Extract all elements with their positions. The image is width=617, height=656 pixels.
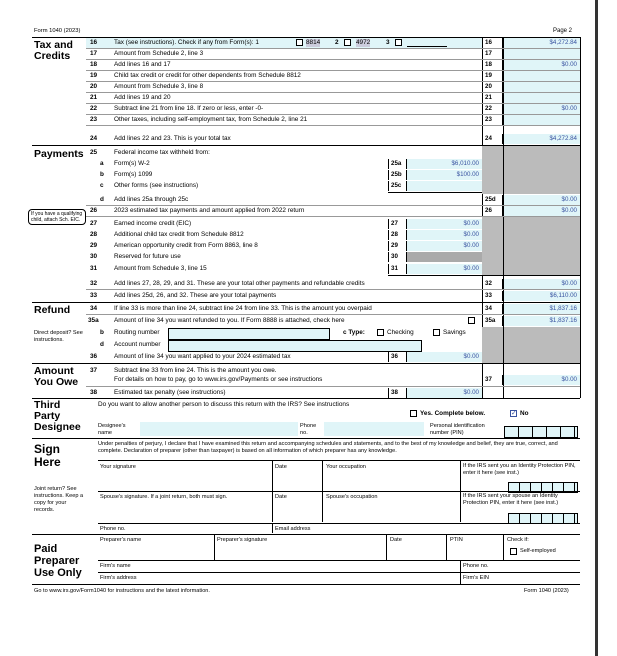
spouse-occupation-label: Spouse's occupation (326, 494, 378, 500)
line-25c-amount[interactable] (407, 181, 482, 191)
row-rule (388, 275, 580, 276)
line-num: 23 (90, 116, 98, 123)
line-num: 29 (90, 242, 98, 249)
row-rule (98, 491, 580, 492)
direct-deposit-note: Direct deposit? See instructions. (34, 330, 83, 343)
your-signature-label: Your signature (100, 464, 136, 470)
line-text: Add lines 16 and 17 (114, 61, 171, 68)
preparer-date-label: Date (390, 537, 402, 543)
form-3-checkbox[interactable] (395, 39, 402, 46)
line-text: Earned income credit (EIC) (114, 220, 192, 227)
payments-shaded-column-amt-2 (504, 217, 580, 276)
line-22-amount[interactable]: $0.00 (504, 104, 580, 114)
row-rule (98, 460, 580, 461)
line-ref: 22 (482, 104, 503, 114)
col-rule (214, 534, 215, 560)
line-30-amount (407, 252, 482, 262)
payments-shaded-column-2 (482, 217, 503, 276)
eic-note: If you have a qualifying child, attach Sch. EIC. (28, 209, 86, 225)
designee-name-input[interactable] (140, 422, 298, 436)
line-num: c (100, 182, 104, 189)
section-payments: Payments (34, 148, 84, 160)
line-num: b (100, 329, 104, 336)
line-text: Amount of line 34 you want refunded to you. If Form 8888 is attached, check here (114, 317, 345, 324)
line-num: d (100, 196, 104, 203)
form-8888-checkbox[interactable] (468, 317, 475, 324)
designee-pin-input[interactable] (504, 426, 578, 438)
firm-name-label: Firm's name (100, 563, 131, 569)
line-num: 25 (90, 149, 98, 156)
designee-no-checkbox[interactable]: ✓ (511, 410, 517, 417)
joint-return-note: Joint return? See instructions. Keep a copy for your records. (34, 486, 84, 513)
line-num: 36 (90, 353, 98, 360)
line-21-amount[interactable] (504, 93, 580, 103)
form-2-num: 2 (335, 39, 339, 46)
row-rule (86, 386, 580, 387)
line-ref: 25d (482, 195, 503, 205)
line-num: d (100, 341, 104, 348)
line-38-amount[interactable]: $0.00 (407, 388, 482, 398)
line-ref: 23 (482, 115, 503, 125)
line-num: 16 (90, 39, 98, 46)
line-num: 28 (90, 231, 98, 238)
your-signature-input[interactable] (98, 472, 272, 486)
routing-label: Routing number (114, 329, 160, 336)
col-line-c (580, 37, 581, 398)
form-8814-label: 8814 (306, 39, 321, 46)
row-rule (98, 560, 580, 561)
line-27-amount[interactable]: $0.00 (407, 219, 482, 229)
line-text: Subtract line 21 from line 18. If zero or less, enter -0- (114, 105, 264, 112)
firm-ein-label: Firm's EIN (463, 575, 489, 581)
form-8814-checkbox[interactable] (296, 39, 303, 46)
spouse-signature-label: Spouse's signature. If a joint return, both must sign. (100, 494, 228, 500)
line-num: 30 (90, 253, 98, 260)
line-text: Tax (see instructions). Check if any from Form(s): 1 (114, 39, 259, 46)
payments-shaded-column-amt (504, 146, 580, 194)
line-text: Other taxes, including self-employment tax, from Schedule 2, line 21 (114, 116, 308, 123)
page-label: Page 2 (553, 28, 573, 34)
line-ref: 32 (482, 279, 503, 289)
line-ref: 24 (482, 134, 503, 144)
line-28-amount[interactable]: $0.00 (407, 230, 482, 240)
col-rule (386, 534, 387, 560)
check-if-label: Check if: (507, 537, 529, 543)
line-ref: 21 (482, 93, 503, 103)
date-label: Date (275, 464, 287, 470)
line-34-amount[interactable]: $1,837.16 (504, 304, 580, 314)
line-num: 37 (90, 367, 98, 374)
firm-address-label: Firm's address (100, 575, 137, 581)
routing-number-input[interactable] (168, 328, 330, 340)
line-num: 33 (90, 292, 98, 299)
row-rule (388, 192, 482, 193)
line-25d-amount[interactable]: $0.00 (504, 195, 580, 205)
line-num: a (100, 160, 104, 167)
line-ref: 27 (388, 219, 407, 229)
line-text: Amount of line 34 you want applied to your 2024 estimated tax (114, 353, 291, 360)
line-text: American opportunity credit from Form 8863, line 8 (114, 242, 258, 249)
line-num: 38 (90, 389, 98, 396)
line-text: Other forms (see instructions) (114, 182, 199, 189)
designee-name-label: Designee's name (98, 423, 126, 436)
row-rule (86, 125, 580, 126)
section-tax-credits: Tax and Credits (34, 39, 73, 62)
line-num: 18 (90, 61, 98, 68)
form-3-num: 3 (386, 39, 390, 46)
line-num: 35a (88, 317, 99, 324)
line-text: Form(s) 1099 (114, 171, 153, 178)
line-16-amount[interactable]: $4,272.84 (504, 38, 580, 48)
spouse-date-label: Date (275, 494, 287, 500)
form-3-field[interactable] (407, 46, 447, 47)
footer-form-label: Form 1040 (2023) (524, 588, 569, 594)
line-ref: 25a (388, 159, 407, 169)
line-num: 17 (90, 50, 98, 57)
ptin-label: PTIN (450, 537, 463, 543)
savings-checkbox[interactable] (433, 329, 440, 336)
col-rule (272, 523, 273, 533)
line-25b-amount[interactable]: $100.00 (407, 170, 482, 180)
account-type-label: c Type: (343, 329, 365, 336)
section-sign-here: Sign Here (34, 442, 61, 469)
line-text: Subtract line 33 from line 24. This is the amount you owe. (114, 367, 277, 374)
form-4972-label: 4972 (356, 39, 371, 46)
line-text: Reserved for future use (114, 253, 181, 260)
line-ref: 19 (482, 71, 503, 81)
section-rule (32, 584, 580, 585)
spouse-pin-note: If the IRS sent your spouse an Identity Protection PIN, enter it here (see inst.) (463, 493, 559, 506)
line-ref: 16 (482, 38, 503, 48)
occupation-label: Your occupation (326, 464, 366, 470)
line-text: Additional child tax credit from Schedule 8812 (114, 231, 244, 238)
line-ref: 33 (482, 291, 503, 301)
line-33-amount[interactable]: $6,110.00 (504, 291, 580, 301)
designee-pin-label: Personal identification number (PIN) (430, 423, 485, 436)
line-text: Federal income tax withheld from: (114, 149, 210, 156)
line-17-amount[interactable] (504, 49, 580, 59)
line-29-amount[interactable]: $0.00 (407, 241, 482, 251)
line-31-amount[interactable]: $0.00 (407, 264, 482, 274)
self-employed-label: Self-employed (520, 548, 556, 554)
line-ref: 31 (388, 264, 407, 274)
line-text: Add lines 27, 28, 29, and 31. These are your total other payments and refundable credits (114, 280, 365, 287)
line-num: 19 (90, 72, 98, 79)
payments-shaded-column (482, 146, 503, 194)
line-32-amount[interactable]: $0.00 (504, 279, 580, 289)
section-preparer: Paid Preparer Use Only (34, 543, 82, 579)
designee-phone-input[interactable] (324, 422, 424, 436)
line-ref: 18 (482, 60, 503, 70)
line-num: 21 (90, 94, 98, 101)
line-25a-amount[interactable]: $6,010.00 (407, 159, 482, 169)
section-rule (32, 363, 580, 364)
self-employed-checkbox[interactable] (510, 548, 517, 555)
line-text: If line 33 is more than line 24, subtract line 24 from line 33. This is the amount you overpaid (114, 305, 372, 312)
refund-shaded-column (482, 327, 503, 363)
line-text: Amount from Schedule 2, line 3 (114, 50, 204, 57)
checking-label: Checking (387, 329, 414, 336)
line-37-amount[interactable]: $0.00 (504, 375, 580, 385)
line-24-amount[interactable]: $4,272.84 (504, 134, 580, 144)
row-rule (86, 289, 580, 290)
email-label: Email address (275, 526, 311, 532)
designee-no-label: No (520, 410, 529, 417)
preparer-signature-label: Preparer's signature (217, 537, 268, 543)
line-text: Estimated tax penalty (see instructions) (114, 389, 226, 396)
pin-note: If the IRS sent you an Identity Protection PIN, enter it here (see inst.) (463, 463, 576, 476)
form-label: Form 1040 (2023) (34, 28, 81, 34)
account-label: Account number (114, 341, 161, 348)
line-ref: 28 (388, 230, 407, 240)
line-36-amount[interactable]: $0.00 (407, 352, 482, 362)
line-num: 32 (90, 280, 98, 287)
line-num: 20 (90, 83, 98, 90)
section-third-party: Third Party Designee (34, 399, 81, 433)
form-4972-checkbox[interactable] (344, 39, 351, 46)
section-rule (32, 534, 580, 535)
section-refund: Refund (34, 304, 71, 316)
section-rule (32, 438, 580, 439)
line-ref: 26 (482, 206, 503, 216)
row-rule (98, 572, 580, 573)
designee-question: Do you want to allow another person to discuss this return with the IRS? See instructions (98, 401, 350, 408)
line-text-2: For details on how to pay, go to www.irs.gov/Payments or see instructions (114, 376, 323, 383)
line-26-amount[interactable]: $0.00 (504, 206, 580, 216)
section-rule (32, 398, 580, 399)
line-ref: 30 (388, 252, 407, 262)
designee-yes-label: Yes. Complete below. (420, 410, 486, 417)
line-num: 22 (90, 105, 98, 112)
line-ref: 38 (388, 388, 407, 398)
section-rule (32, 302, 580, 303)
line-num: 27 (90, 220, 98, 227)
row-rule (98, 523, 580, 524)
line-23-amount[interactable] (504, 115, 580, 125)
phone-label: Phone no. (100, 526, 126, 532)
line-ref: 20 (482, 82, 503, 92)
perjury-declaration: Under penalties of perjury, I declare that I have examined this return and accompanying schedules and statements, and to the best of my knowledge and belief, they are true, correct, and complete. Declaration of preparer (other than taxpayer) is based on all information of which preparer has any knowledge. (98, 441, 558, 454)
line-num: 31 (90, 265, 98, 272)
line-num: 26 (90, 207, 98, 214)
line-ref: 37 (482, 375, 503, 385)
line-20-amount[interactable] (504, 82, 580, 92)
line-18-amount[interactable]: $0.00 (504, 60, 580, 70)
line-text: Add lines 22 and 23. This is your total tax (114, 135, 231, 142)
line-ref: 36 (388, 352, 407, 362)
line-text: 2023 estimated tax payments and amount applied from 2022 return (114, 207, 305, 214)
line-text: Add lines 19 and 20 (114, 94, 171, 101)
footer-instructions: Go to www.irs.gov/Form1040 for instructions and the latest information. (34, 588, 210, 594)
designee-phone-label: Phone no. (300, 423, 317, 436)
line-ref: 29 (388, 241, 407, 251)
line-num: 34 (90, 305, 98, 312)
line-ref: 25c (388, 181, 407, 191)
line-35a-amount[interactable]: $1,837.16 (504, 316, 580, 326)
line-text: Form(s) W-2 (114, 160, 150, 167)
col-rule (446, 534, 447, 560)
row-rule (86, 314, 580, 315)
line-ref: 35a (482, 316, 503, 326)
line-text: Add lines 25d, 26, and 32. These are your total payments (114, 292, 277, 299)
line-ref: 34 (482, 304, 503, 314)
col-rule (503, 534, 504, 560)
line-text: Add lines 25a through 25c (114, 196, 189, 203)
line-19-amount[interactable] (504, 71, 580, 81)
section-amount-owe: Amount You Owe (34, 365, 79, 388)
designee-yes-checkbox[interactable] (410, 410, 417, 417)
preparer-name-label: Preparer's name (100, 537, 142, 543)
line-text: Child tax credit or credit for other dependents from Schedule 8812 (114, 72, 301, 79)
refund-shaded-column-amt (504, 327, 580, 363)
firm-phone-label: Phone no. (463, 563, 489, 569)
savings-label: Savings (443, 329, 466, 336)
line-num: b (100, 171, 104, 178)
line-num: 24 (90, 135, 98, 142)
checking-checkbox[interactable] (377, 329, 384, 336)
line-ref: 25b (388, 170, 407, 180)
page-edge (595, 0, 598, 656)
line-text: Amount from Schedule 3, line 15 (114, 265, 207, 272)
line-ref: 17 (482, 49, 503, 59)
line-text: Amount from Schedule 3, line 8 (114, 83, 204, 90)
account-number-input[interactable] (168, 340, 422, 352)
